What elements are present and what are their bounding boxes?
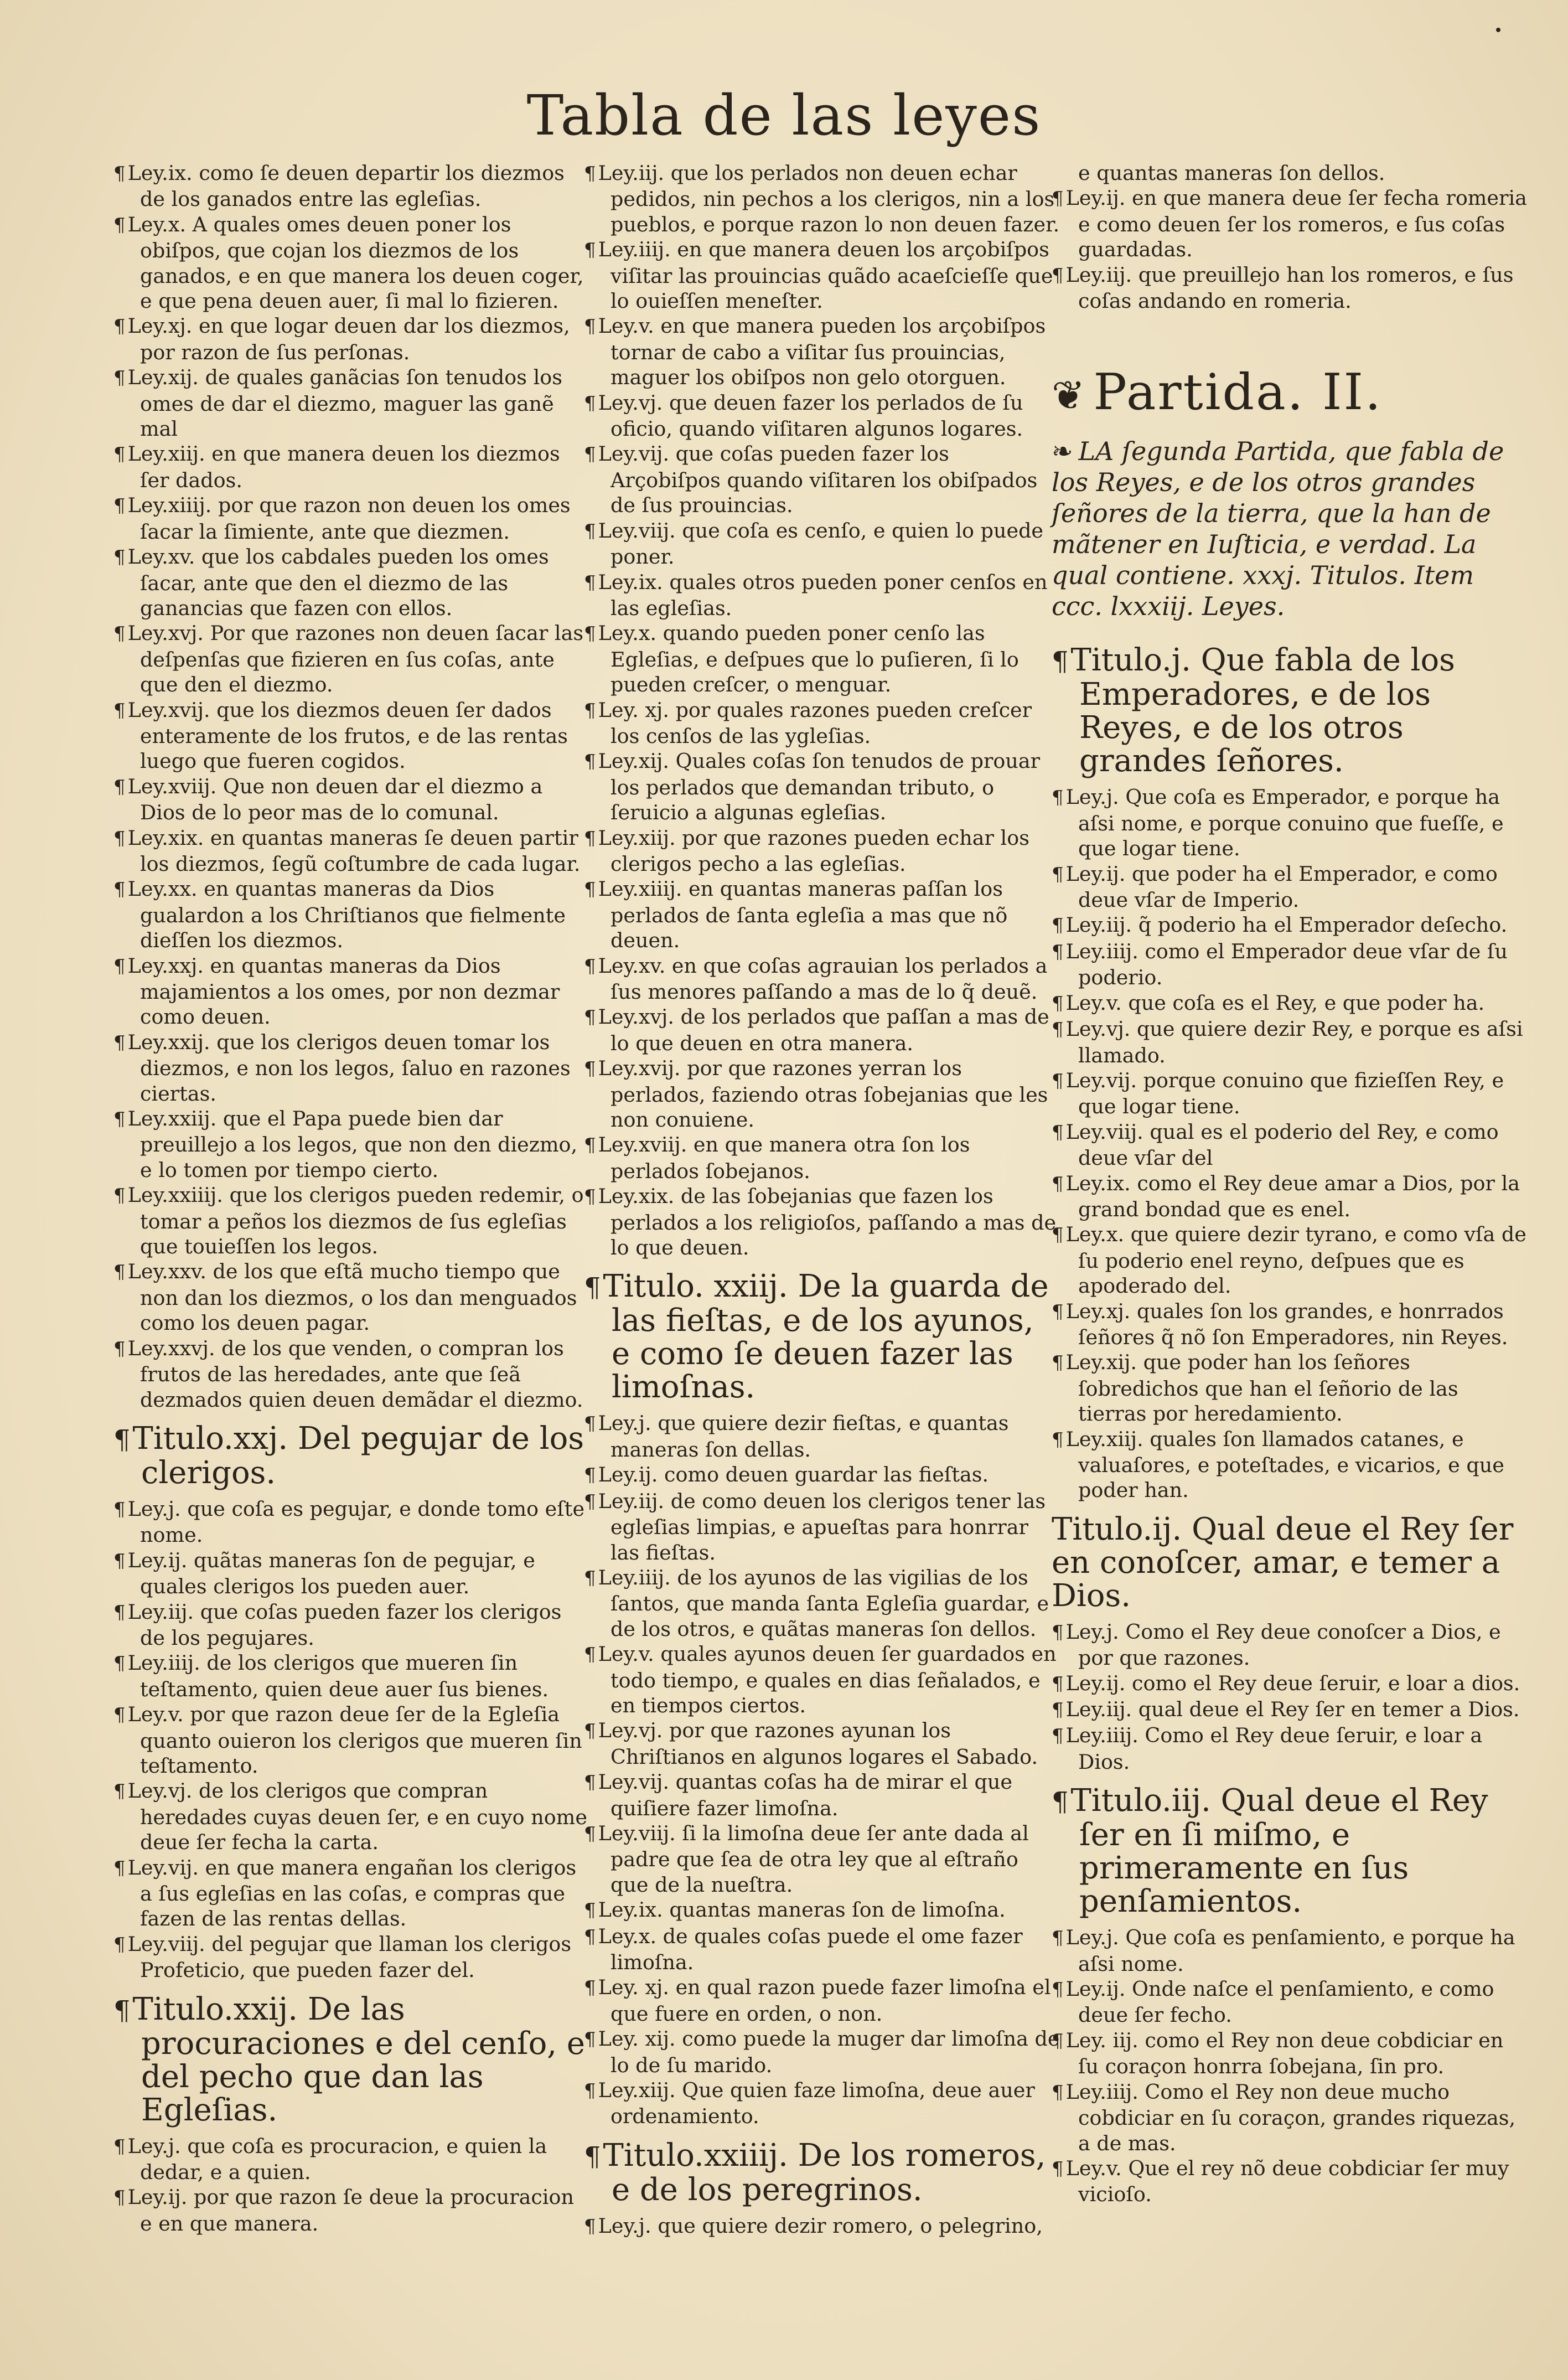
ley-entry: ¶ Ley.viij. qual es el poderio del Rey, e como deue vſar del (1052, 1119, 1528, 1171)
ley-entry: ¶ Ley.viij. del pegujar que llaman los clerigos Profeticio, que pueden fazer del. (113, 1932, 589, 1983)
ley-entry: ¶ Ley.xxiiij. que los clerigos pueden redemir, o tomar a peños los diezmos de ſus egleſias que touieſſen los legos. (113, 1183, 589, 1259)
ley-entry: ¶ Ley.ij. como el Rey deue ſeruir, e loar a dios. (1052, 1671, 1528, 1697)
partida-title: Partida. II. (1093, 363, 1383, 422)
ley-entry: ¶ Ley.xiij. por que razones pueden echar los clerigos pecho a las egleſias. (584, 825, 1060, 877)
ley-entry: ¶ Ley.v. en que manera pueden los arçobiſpos tornar de cabo a viſitar ſus prouincias, maguer los obiſpos non gelo otorguen. (584, 313, 1060, 390)
titulo-heading: ¶ Titulo. xxiij. De la guarda de las fieſtas, e de los ayunos, e como ſe deuen fazer las limoſnas. (584, 1270, 1060, 1404)
fleuron-icon: ❦ (1052, 372, 1087, 419)
titulo-heading: ¶ Titulo.xxij. De las procuraciones e del cenſo, e del pecho que dan las Egleſias. (113, 1993, 589, 2127)
ley-entry: ¶ Ley.iij. de como deuen los clerigos tener las egleſias limpias, e apueſtas para honrrar las fieſtas. (584, 1489, 1060, 1565)
ley-entry: ¶ Ley.vj. que deuen fazer los perlados de ſu oficio, quando viſitaren algunos logares. (584, 390, 1060, 442)
ley-entry: ¶ Ley.iiij. Como el Rey non deue mucho cobdiciar en ſu coraçon, grandes riquezas, a de mas. (1052, 2079, 1528, 2156)
titulo-heading: ¶ Titulo.iij. Qual deue el Rey ſer en ſi miſmo, e primeramente en ſus penſamientos. (1052, 1784, 1528, 1918)
ley-entry: ¶ Ley. xij. como puede la muger dar limoſna de lo de ſu marido. (584, 2026, 1060, 2078)
column-middle (584, 161, 1060, 2239)
hedera-icon: ❧ (1052, 436, 1073, 467)
ley-entry: ¶ Ley.xvij. que los diezmos deuen ſer dados enteramente de los frutos, e de las rentas luego que fueren cogidos. (113, 698, 589, 774)
partida-intro (1052, 436, 1528, 622)
ley-entry: ¶ Ley.vj. de los clerigos que compran heredades cuyas deuen ſer, e en cuyo nome deue ſer fecha la carta. (113, 1778, 589, 1855)
ley-entry: ¶ Ley.ix. quantas maneras ſon de limoſna. (584, 1897, 1060, 1923)
ley-entry: ¶ Ley.xxv. de los que eſtã mucho tiempo que non dan los diezmos, o los dan menguados como los deuen pagar. (113, 1259, 589, 1335)
ley-entry: ¶ Ley.j. que quiere dezir romero, o pelegrino, (584, 2213, 1060, 2239)
ley-entry: ¶ Ley.xij. Quales coſas ſon tenudos de prouar los perlados que demandan tributo, o ſeruicio a algunas egleſias. (584, 748, 1060, 825)
ley-entry: ¶ Ley.xvj. Por que razones non deuen ſacar las deſpenſas que fizieren en ſus coſas, ante que den el diezmo. (113, 621, 589, 697)
ley-entry: ¶ Ley.viij. ſi la limoſna deue ſer ante dada al padre que ſea de otra ley que al eſtraño que de la nueſtra. (584, 1821, 1060, 1897)
ley-entry: ¶ Ley.j. que coſa es pegujar, e donde tomo eſte nome. (113, 1496, 589, 1548)
ley-entry: ¶ Ley.iiij. de los clerigos que mueren ſin teſtamento, quien deue auer ſus bienes. (113, 1650, 589, 1702)
ley-entry: ¶ Ley.ij. por que razon ſe deue la procuracion e en que manera. (113, 2185, 589, 2236)
entry-continuation: e quantas maneras ſon dellos. (1078, 161, 1385, 185)
ley-entry: ¶ Ley.j. Como el Rey deue conoſcer a Dios, e por que razones. (1052, 1619, 1528, 1671)
ley-entry: ¶ Ley.vij. en que manera engañan los clerigos a ſus egleſias en las coſas, e compras que fazen de las rentas dellas. (113, 1855, 589, 1932)
ink-spot (1496, 28, 1500, 32)
ley-entry: ¶ Ley.j. que quiere dezir fieſtas, e quantas maneras ſon dellas. (584, 1411, 1060, 1462)
ley-entry: ¶ Ley.x. quando pueden poner cenſo las Egleſias, e deſpues que lo puſieren, ſi lo pueden creſcer, o menguar. (584, 621, 1060, 697)
ley-entry: ¶ Ley.xj. quales ſon los grandes, e honrrados ſeñores q̃ nõ ſon Emperadores, nin Reyes. (1052, 1299, 1528, 1350)
ley-entry: ¶ Ley.iij. qual deue el Rey ſer en temer a Dios. (1052, 1697, 1528, 1723)
partida-heading (1052, 362, 1528, 426)
ley-entry: ¶ Ley. xj. por quales razones pueden creſcer los cenſos de las ygleſias. (584, 698, 1060, 749)
ley-entry: ¶ Ley.viij. que coſa es cenſo, e quien lo puede poner. (584, 518, 1060, 570)
ley-entry: ¶ Ley.xij. que poder han los ſeñores ſobredichos que han el ſeñorio de las tierras por heredamiento. (1052, 1350, 1528, 1426)
ley-entry: ¶ Ley. iij. como el Rey non deue cobdiciar en ſu coraçon honrra ſobejana, ſin pro. (1052, 2028, 1528, 2079)
titulo-heading: ¶ Titulo.xxiiij. De los romeros, e de los peregrinos. (584, 2139, 1060, 2207)
ley-entry: ¶ Ley.v. Que el rey nõ deue cobdiciar ſer muy vicioſo. (1052, 2156, 1528, 2207)
ley-entry: ¶ Ley.ij. en que manera deue ſer fecha romeria e como deuen ſer los romeros, e ſus coſas guardadas. (1052, 185, 1528, 262)
ley-entry: ¶ Ley.ij. quãtas maneras ſon de pegujar, e quales clerigos los pueden auer. (113, 1548, 589, 1599)
ley-entry: ¶ Ley.x. que quiere dezir tyrano, e como vſa de ſu poderio enel reyno, deſpues que es apoderado del. (1052, 1222, 1528, 1298)
ley-entry: ¶ Ley.xj. en que logar deuen dar los diezmos, por razon de ſus perſonas. (113, 313, 589, 365)
ley-entry: ¶ Ley.xiij. en que manera deuen los diezmos ſer dados. (113, 441, 589, 493)
ley-entry: ¶ Ley.xiij. Que quien faze limoſna, deue auer ordenamiento. (584, 2078, 1060, 2129)
ley-entry: ¶ Ley.iij. que los perlados non deuen echar pedidos, nin pechos a los clerigos, nin a los pueblos, e porque razon lo non deuen fazer. (584, 161, 1060, 237)
ley-entry: ¶ Ley.j. Que coſa es penſamiento, e porque ha aſsi nome. (1052, 1925, 1528, 1976)
column-right-list (1052, 644, 1528, 2207)
ley-entry: ¶ Ley.xv. que los cabdales pueden los omes ſacar, ante que den el diezmo de las ganancias que fazen con ellos. (113, 544, 589, 621)
ley-entry: ¶ Ley.xix. de las ſobejanias que fazen los perlados a los religioſos, paſſando a mas de lo que deuen. (584, 1184, 1060, 1260)
ley-entry: ¶ Ley.vij. que coſas pueden fazer los Arçobiſpos quando viſitaren los obiſpados de ſus prouincias. (584, 441, 1060, 518)
ley-entry: ¶ Ley.ix. quales otros pueden poner cenſos en las egleſias. (584, 570, 1060, 621)
titulo-heading: Titulo.ij. Qual deue el Rey ſer en conoſcer, amar, e temer a Dios. (1052, 1511, 1514, 1614)
column-right (1052, 161, 1528, 2207)
ley-entry: ¶ Ley.iij. que coſas pueden fazer los clerigos de los pegujares. (113, 1599, 589, 1651)
ley-entry: ¶ Ley.iiij. en que manera deuen los arçobiſpos viſitar las prouincias quãdo acaeſcieſſe que lo ouieſſen meneſter. (584, 237, 1060, 313)
ley-entry: ¶ Ley.j. que coſa es procuracion, e quien la dedar, e a quien. (113, 2134, 589, 2185)
ley-entry: ¶ Ley.xxj. en quantas maneras da Dios majamientos a los omes, por non dezmar como deuen. (113, 953, 589, 1030)
ley-entry: ¶ Ley.iij. q̃ poderio ha el Emperador deſecho. (1052, 912, 1528, 938)
ley-entry: ¶ Ley.xiiij. en quantas maneras paſſan los perlados de ſanta egleſia a mas que nõ deuen. (584, 876, 1060, 953)
ley-entry: ¶ Ley.ij. que poder ha el Emperador, e como deue vſar de Imperio. (1052, 861, 1528, 913)
ley-entry: ¶ Ley.j. Que coſa es Emperador, e porque ha aſsi nome, e porque conuino que fueſſe, e que logar tiene. (1052, 784, 1528, 861)
ley-entry: ¶ Ley.xx. en quantas maneras da Dios gualardon a los Chriſtianos que fielmente dieſſen los diezmos. (113, 876, 589, 953)
ley-entry: ¶ Ley.ix. como el Rey deue amar a Dios, por la grand bondad que es enel. (1052, 1171, 1528, 1222)
ley-entry: ¶ Ley. xj. en qual razon puede fazer limoſna el que fuere en orden, o non. (584, 1975, 1060, 2026)
ley-entry: ¶ Ley.iiij. de los ayunos de las vigilias de los ſantos, que manda ſanta Egleſia guardar, e de los otros, e quãtas maneras ſon dellos. (584, 1565, 1060, 1641)
ley-entry: ¶ Ley.iiij. como el Emperador deue vſar de ſu poderio. (1052, 939, 1528, 990)
ley-entry: ¶ Ley.ix. como ſe deuen departir los diezmos de los ganados entre las egleſias. (113, 161, 589, 212)
ley-entry: ¶ Ley.xix. en quantas maneras ſe deuen partir los diezmos, ſegũ coſtumbre de cada lugar. (113, 825, 589, 877)
ley-entry: ¶ Ley.xviij. Que non deuen dar el diezmo a Dios de lo peor mas de lo comunal. (113, 774, 589, 825)
ley-entry: ¶ Ley.v. quales ayunos deuen ſer guardados en todo tiempo, e quales en dias ſeñalados, e en tiempos ciertos. (584, 1641, 1060, 1718)
ley-entry: ¶ Ley.xxiij. que el Papa puede bien dar preuillejo a los legos, que non den diezmo, e lo tomen por tiempo cierto. (113, 1106, 589, 1183)
ley-entry: ¶ Ley.v. que coſa es el Rey, e que poder ha. (1052, 990, 1528, 1016)
ley-entry: ¶ Ley.vj. que quiere dezir Rey, e porque es aſsi llamado. (1052, 1016, 1528, 1068)
ley-entry: ¶ Ley.v. por que razon deue ſer de la Egleſia quanto ouieron los clerigos que mueren ſin teſtamento. (113, 1702, 589, 1778)
ley-entry: ¶ Ley.xxvj. de los que venden, o compran los frutos de las heredades, ante que ſeã dezmados quien deuen demãdar el diezmo. (113, 1336, 589, 1412)
ley-entry: ¶ Ley.iiij. Como el Rey deue ſeruir, e loar a Dios. (1052, 1723, 1528, 1774)
ley-entry: ¶ Ley.xiij. quales ſon llamados catanes, e valuaſores, e poteſtades, e vicarios, e que poder han. (1052, 1427, 1528, 1503)
column-right-top (1052, 161, 1528, 313)
ley-entry: ¶ Ley.ij. Onde naſce el penſamiento, e como deue ſer fecho. (1052, 1976, 1528, 2028)
ley-entry: ¶ Ley.vij. porque conuino que fizieſſen Rey, e que logar tiene. (1052, 1068, 1528, 1119)
ley-entry: ¶ Ley.xv. en que coſas agrauian los perlados a ſus menores paſſando a mas de lo q̃ deuẽ. (584, 953, 1060, 1005)
titulo-heading: ¶ Titulo.j. Que fabla de los Emperadores, e de los Reyes, e de los otros grandes ſeñores. (1052, 644, 1528, 778)
ley-entry: ¶ Ley.x. A quales omes deuen poner los obiſpos, que cojan los diezmos de los ganados, e en que manera los deuen coger, e que pena deuen auer, ſi mal lo fizieren. (113, 212, 589, 314)
ley-entry: ¶ Ley.vj. por que razones ayunan los Chriſtianos en algunos logares el Sabado. (584, 1718, 1060, 1769)
ley-entry: ¶ Ley.iij. que preuillejo han los romeros, e ſus coſas andando en romeria. (1052, 262, 1528, 314)
column-left (113, 161, 589, 2236)
ley-entry: ¶ Ley.x. de quales coſas puede el ome fazer limoſna. (584, 1924, 1060, 1975)
ley-entry: ¶ Ley.xviij. en que manera otra ſon los perlados ſobejanos. (584, 1132, 1060, 1184)
ley-entry: ¶ Ley.xij. de quales ganãcias ſon tenudos los omes de dar el diezmo, maguer las ganẽ mal (113, 365, 589, 441)
titulo-heading: ¶ Titulo.xxj. Del pegujar de los clerigos. (113, 1422, 589, 1490)
ley-entry: ¶ Ley.xxij. que los clerigos deuen tomar los diezmos, e non los legos, ſaluo en razones ciertas. (113, 1030, 589, 1106)
ley-entry: ¶ Ley.vij. quantas coſas ha de mirar el que quiſiere fazer limoſna. (584, 1769, 1060, 1821)
ley-entry: ¶ Ley.ij. como deuen guardar las fieſtas. (584, 1462, 1060, 1488)
page-header: Tabla de las leyes (526, 83, 1042, 148)
partida-intro-text: LA ſegunda Partida, que fabla de los Reyes, e de los otros grandes ſeñores de la tierra, que la han de mãtener en Iuſticia, e verdad. La qual contiene. xxxj. Titulos. Item ccc. lxxxiij. Leyes. (1052, 436, 1504, 622)
ley-entry: ¶ Ley.xiiij. por que razon non deuen los omes ſacar la ſimiente, ante que diezmen. (113, 493, 589, 544)
ley-entry: ¶ Ley.xvj. de los perlados que paſſan a mas de lo que deuen en otra manera. (584, 1004, 1060, 1056)
ley-entry: ¶ Ley.xvij. por que razones yerran los perlados, faziendo otras ſobejanias que les non conuiene. (584, 1056, 1060, 1132)
